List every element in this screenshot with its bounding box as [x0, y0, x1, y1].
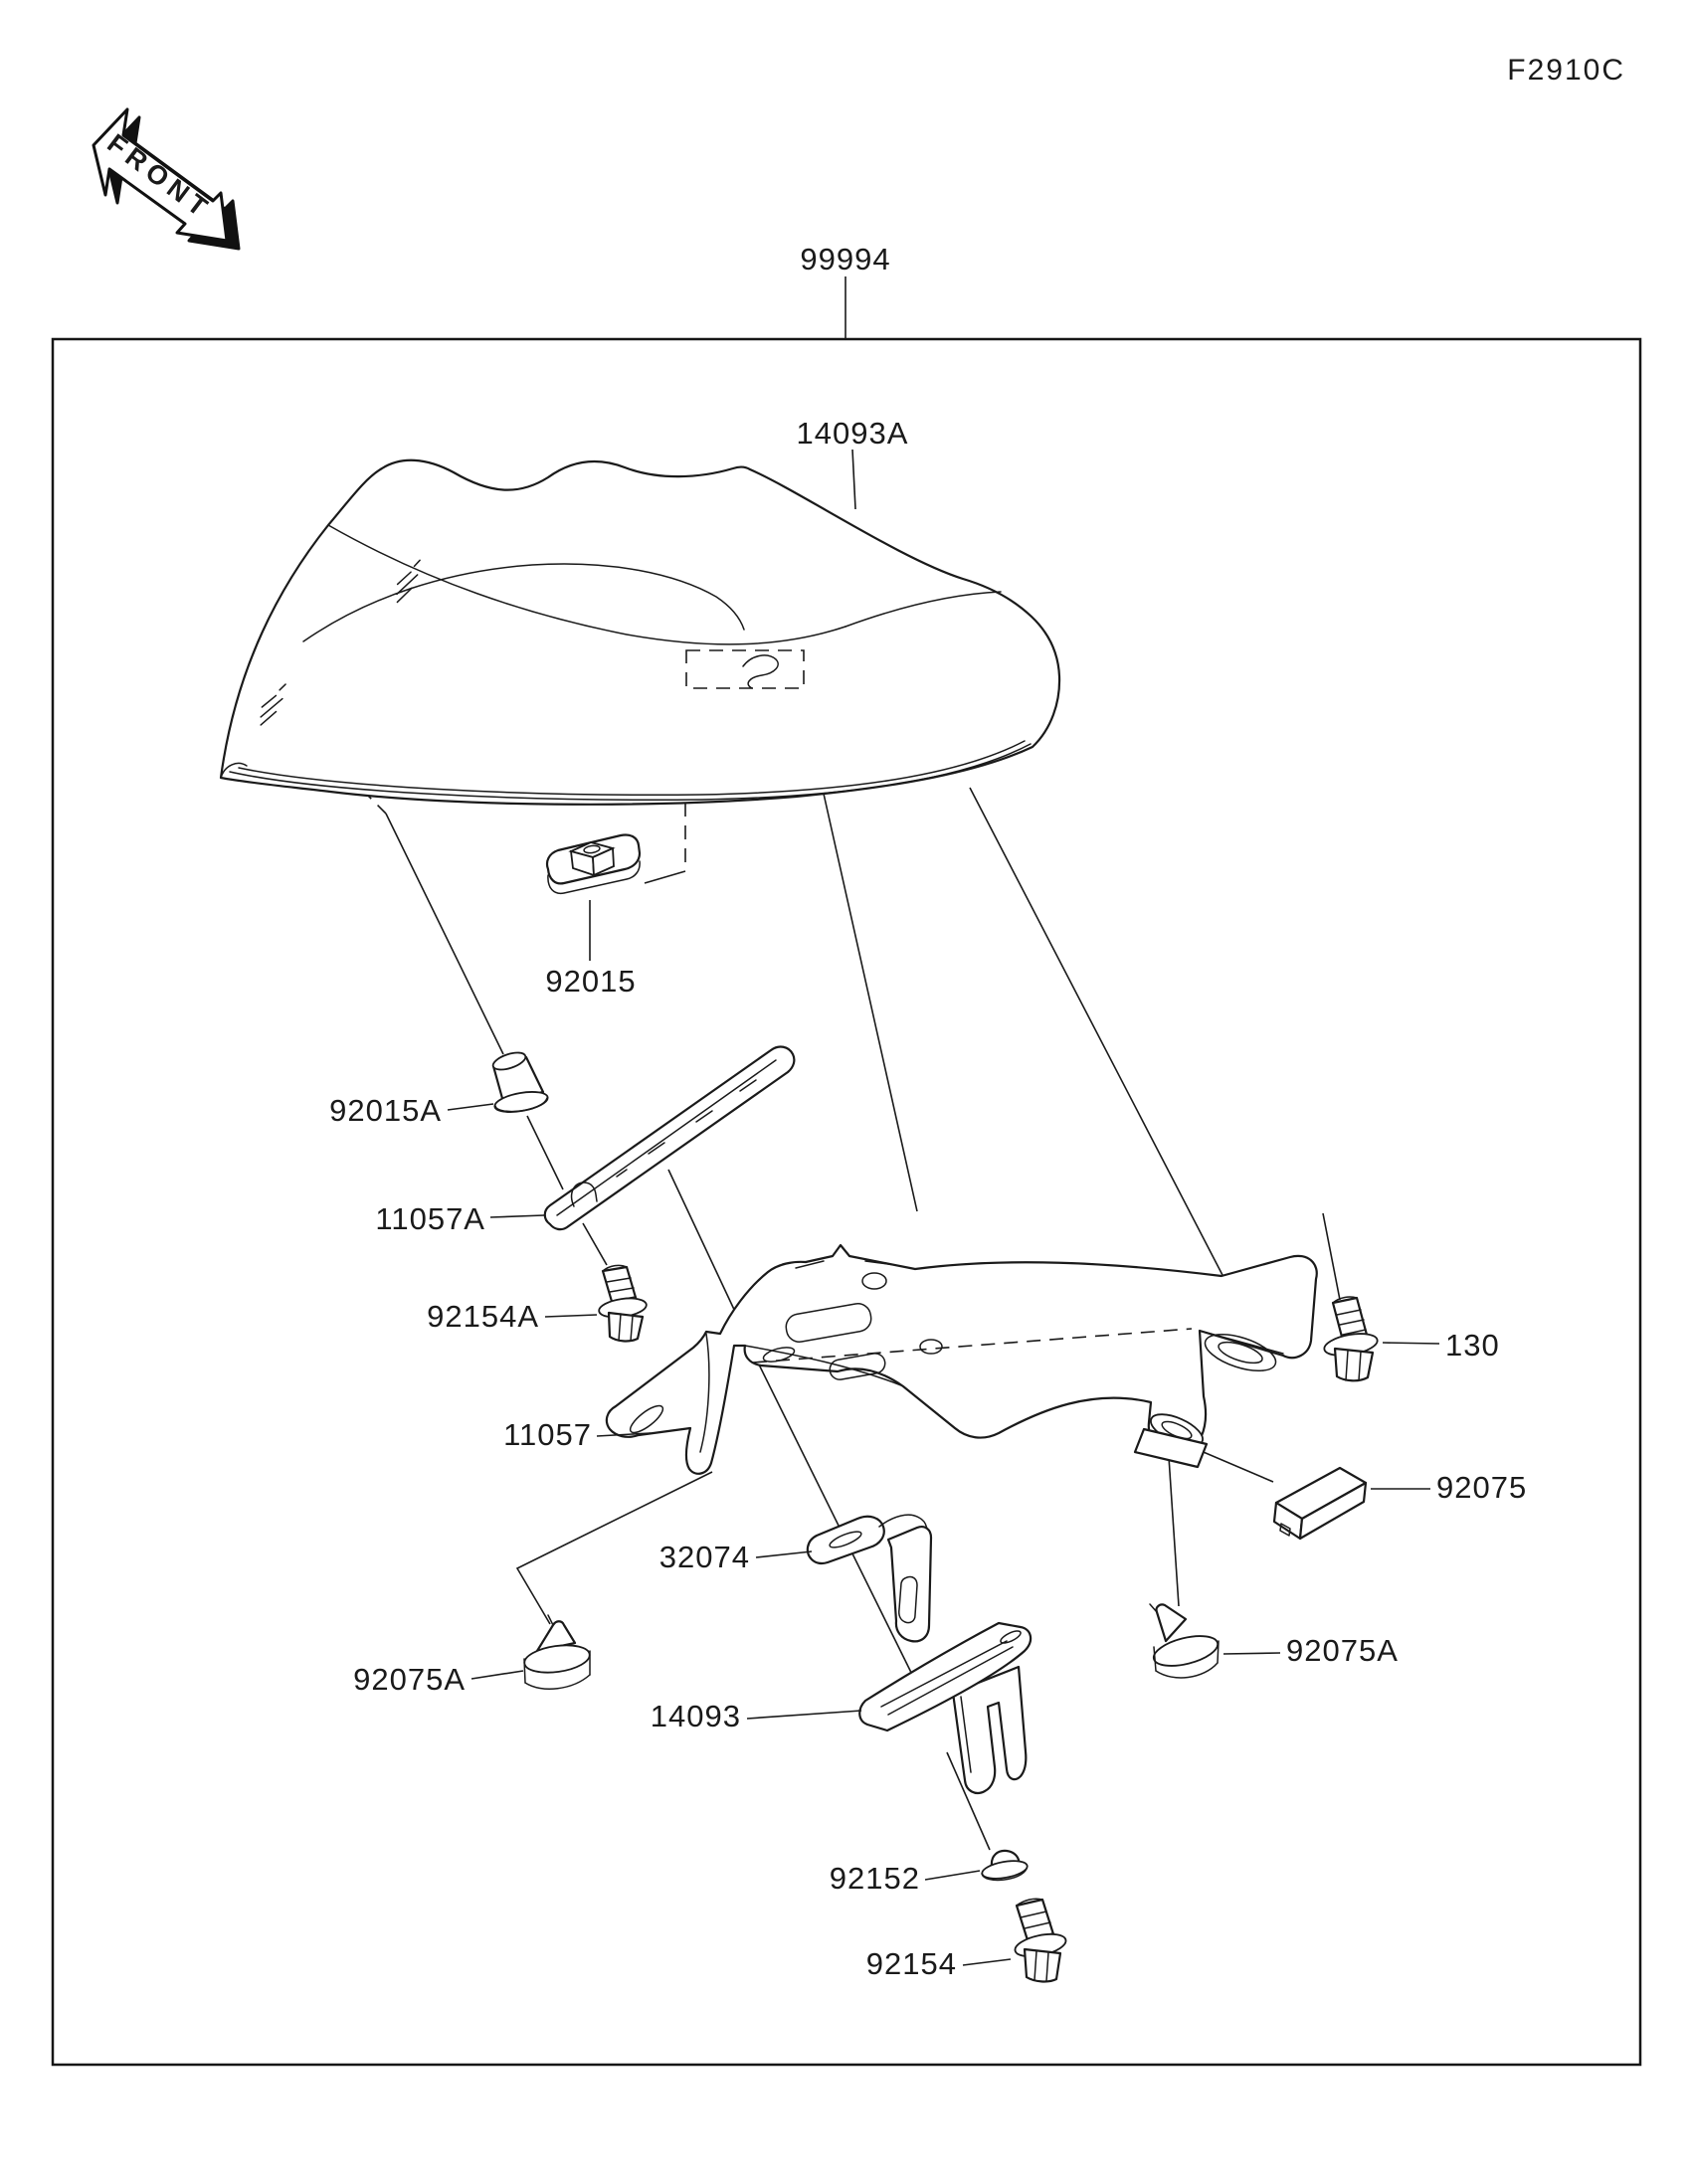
- part-label-130: 130: [1445, 1328, 1500, 1363]
- bolt-drawing-92154a: [598, 1265, 648, 1341]
- diagram-code: F2910C: [1507, 54, 1625, 87]
- damper-drawing-92075a-left: [523, 1615, 592, 1689]
- bracket-drawing-11057: [607, 1245, 1317, 1474]
- part-label-92015: 92015: [545, 964, 637, 999]
- leader-92154A: [545, 1315, 597, 1317]
- part-label-14093A: 14093A: [796, 416, 909, 451]
- seat-cowl-drawing: [221, 460, 1059, 805]
- leader-92152: [925, 1871, 980, 1880]
- part-label-99994: 99994: [800, 242, 891, 276]
- pad-drawing-92075: [1274, 1468, 1366, 1539]
- front-arrow-label: FRONT: [101, 127, 218, 226]
- part-label-92152: 92152: [829, 1861, 920, 1896]
- cover-drawing-14093: [859, 1623, 1031, 1793]
- part-label-92075: 92075: [1436, 1470, 1528, 1505]
- part-label-14093: 14093: [650, 1699, 741, 1733]
- front-direction-arrow-icon: [94, 109, 239, 249]
- bolt-drawing-130: [1323, 1297, 1380, 1380]
- leader-92075A-right: [1223, 1653, 1280, 1654]
- leader-14093: [747, 1711, 861, 1719]
- bolt-drawing-92154: [1013, 1899, 1067, 1981]
- part-label-92154A: 92154A: [427, 1299, 539, 1334]
- part-label-32074: 32074: [658, 1540, 750, 1574]
- clip-drawing-92152: [981, 1851, 1029, 1882]
- clip-nut-drawing-92015: [547, 834, 640, 893]
- part-label-92075A-left: 92075A: [353, 1662, 466, 1697]
- part-label-11057A: 11057A: [375, 1201, 485, 1236]
- leader-92015A: [448, 1104, 493, 1110]
- damper-drawing-92015a: [491, 1049, 549, 1115]
- leader-32074: [756, 1551, 812, 1557]
- part-label-92075A-right: 92075A: [1286, 1633, 1399, 1668]
- part-label-92015A: 92015A: [329, 1093, 442, 1128]
- part-label-92154: 92154: [865, 1946, 957, 1981]
- leader-92154: [963, 1959, 1011, 1965]
- part-label-11057: 11057: [503, 1417, 592, 1452]
- leader-11057A: [490, 1215, 544, 1217]
- seat-hook-drawing-11057a: [545, 1047, 795, 1230]
- leader-92075A-left: [471, 1671, 523, 1679]
- stay-drawing-32074: [808, 1515, 931, 1641]
- damper-drawing-92075a-right: [1150, 1604, 1221, 1678]
